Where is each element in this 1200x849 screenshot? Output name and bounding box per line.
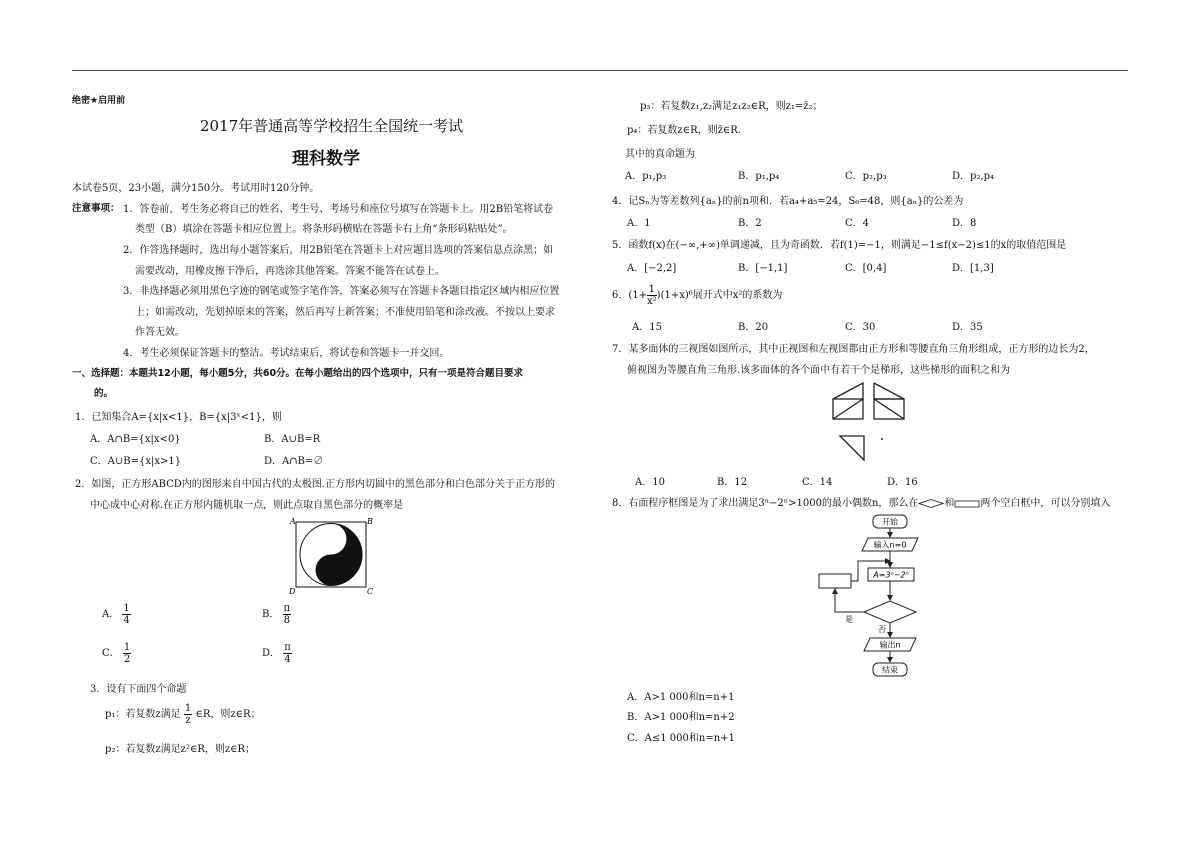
q8-text: 和 <box>944 498 955 509</box>
q1-option-d[interactable]: D．A∩B=∅ <box>264 456 324 467</box>
note-line: 2．作答选择题时，选出每小题答案后，用2B铅笔在答题卡上对应题目选项的答案信息点涂黑；如 <box>123 245 554 256</box>
p1-text: p₁：若复数z满足 <box>105 709 181 720</box>
three-view-figure <box>832 382 908 468</box>
q7-option-b[interactable]: B．12 <box>717 477 748 488</box>
q6-option-a[interactable]: A．15 <box>632 322 662 333</box>
figure-label-c: C <box>367 587 374 596</box>
fraction-denominator: x² <box>647 296 657 307</box>
flowchart <box>812 511 928 683</box>
notes-label: 注意事项： <box>72 203 120 214</box>
q8-option-c[interactable]: C．A≤1 000和n=n+1 <box>627 733 735 744</box>
confidential-label: 绝密★启用前 <box>72 96 126 106</box>
taiji-figure <box>288 514 378 596</box>
note-line: 类型（B）填涂在答题卡相应位置上。将条形码横贴在答题卡右上角“条形码粘贴处”。 <box>135 224 513 235</box>
flow-start-label: 开始 <box>882 517 898 527</box>
fraction-denominator: z <box>185 715 191 726</box>
fraction-denominator: 2 <box>123 654 131 665</box>
q6-text: 6．(1+ <box>612 290 648 301</box>
q5-option-b[interactable]: B．[−1,1] <box>738 263 788 274</box>
q1-option-b[interactable]: B．A∪B=R <box>264 434 321 445</box>
note-line: 上；如需改动，先划掉原来的答案，然后再写上新答案；不准使用铅笔和涂改液。不按以上要求 <box>135 307 555 318</box>
q7-option-c[interactable]: C．14 <box>802 477 833 488</box>
note-line: 作答无效。 <box>135 327 185 338</box>
q1-option-a[interactable]: A．A∩B={x|x<0} <box>90 434 181 445</box>
q3-option-d[interactable]: D．p₂,p₄ <box>952 171 995 182</box>
note-line: 3．非选择题必须用黑色字迹的钢笔或签字笔作答，答案必须写在答题卡各题目指定区域内相应位置 <box>123 286 560 297</box>
note-line: 需要改动，用橡皮擦干净后，再选涂其他答案。答案不能答在试卷上。 <box>135 266 445 277</box>
option-letter: B． <box>262 609 280 620</box>
flow-decision-blank <box>864 601 916 623</box>
q5-stem: 5．函数f(x)在(−∞,+∞)单调递减，且为奇函数．若f(1)=−1，则满足−1≤f(x−2)≤1的x的取值范围是 <box>612 240 1067 251</box>
q3-p2: p₂：若复数z满足z²∈R，则z∈R； <box>105 744 256 755</box>
q3-p3: p₃：若复数z₁,z₂满足z₁z₂∈R，则z₁=z̄₂； <box>640 101 823 112</box>
q4-option-b[interactable]: B．2 <box>738 218 762 229</box>
flow-assign-label: A=3ⁿ−2ⁿ <box>873 570 909 580</box>
q6-option-b[interactable]: B．20 <box>738 322 769 333</box>
q8-stem <box>612 494 1110 509</box>
q8-text: 两个空白框中，可以分别填入 <box>980 498 1111 509</box>
q8-option-b[interactable]: B．A>1 000和n=n+2 <box>627 712 735 723</box>
q5-option-d[interactable]: D．[1,3] <box>952 263 994 274</box>
q4-option-d[interactable]: D．8 <box>952 218 977 229</box>
fraction-denominator: 4 <box>284 654 291 665</box>
note-line: 4．考生必须保证答题卡的整洁。考试结束后，将试卷和答题卡一并交回。 <box>123 348 450 359</box>
q1-option-c[interactable]: C．A∪B={x|x>1} <box>90 456 182 467</box>
q8-text: 8．右面程序框图是为了求出满足3ⁿ−2ⁿ>1000的最小偶数n，那么在 <box>612 498 919 509</box>
q3-option-c[interactable]: C．p₂,p₃ <box>845 171 887 182</box>
fraction-numerator: 1 <box>123 642 131 653</box>
q2-stem: 2．如图，正方形ABCD内的图形来自中国古代的太极图.正方形内切圆中的黑色部分和白色部分关于正方形的 <box>75 479 555 490</box>
option-letter: D． <box>262 648 281 659</box>
top-rule <box>72 70 1128 71</box>
q3-p4: p₄：若复数z∈R，则z̄∈R. <box>627 125 741 136</box>
option-letter: C． <box>102 648 120 659</box>
front-view <box>833 383 863 419</box>
q3-option-b[interactable]: B．p₁,p₄ <box>738 171 780 182</box>
q8-option-a[interactable]: A．A>1 000和n=n+1 <box>627 692 735 703</box>
q4-stem: 4．记Sₙ为等差数列{aₙ}的前n项和．若a₄+a₅=24，S₆=48，则{aₙ}的公差为 <box>612 196 964 207</box>
flow-output-label: 输出n <box>879 640 901 650</box>
q4-option-c[interactable]: C．4 <box>845 218 870 229</box>
subject-title: 理科数学 <box>292 149 360 169</box>
exam-intro: 本试卷5页，23小题，满分150分。考试用时120分钟。 <box>72 183 320 194</box>
fraction-denominator: 8 <box>283 615 291 626</box>
q2-option-a[interactable] <box>102 603 131 626</box>
figure-label-a: A <box>290 517 296 526</box>
q7-option-a[interactable]: A．10 <box>635 477 665 488</box>
fraction-numerator: 1 <box>184 703 192 714</box>
q7-stem-cont: 俯视图为等腰直角三角形.该多面体的各个面中有若干个是梯形，这些梯形的面积之和为 <box>627 365 1011 376</box>
q4-option-a[interactable]: A．1 <box>627 218 651 229</box>
q6-text: )(1+x)⁶展开式中x²的系数为 <box>656 290 783 301</box>
q7-stem: 7．某多面体的三视图如图所示，其中正视图和左视图都由正方形和等腰直角三角形组成，正方形的边长为2， <box>612 344 1095 355</box>
q2-stem-cont: 中心成中心对称.在正方形内随机取一点，则此点取自黑色部分的概率是 <box>90 500 404 511</box>
q2-option-c[interactable] <box>102 642 131 665</box>
flow-input-label: 输入n=0 <box>873 540 907 550</box>
q3-stem: 3．设有下面四个命题 <box>90 684 187 695</box>
taiji-symbol <box>300 524 362 586</box>
q5-option-a[interactable]: A．[−2,2] <box>627 263 677 274</box>
option-letter: A． <box>102 609 120 620</box>
q7-option-d[interactable]: D．16 <box>887 477 918 488</box>
q6-option-c[interactable]: C．30 <box>845 322 876 333</box>
fraction-numerator: 1 <box>648 284 656 295</box>
q3-p1 <box>105 703 261 726</box>
flow-yes-label: 是 <box>845 615 853 624</box>
q5-option-c[interactable]: C．[0,4] <box>845 263 887 274</box>
q3-ask: 其中的真命题为 <box>625 149 695 160</box>
flow-end-label: 结束 <box>882 665 898 675</box>
rect-blank-icon <box>954 500 980 508</box>
top-view <box>840 436 883 460</box>
q2-option-b[interactable] <box>262 603 291 626</box>
fraction-denominator: 4 <box>123 615 130 626</box>
exam-title: 2017年普通高等学校招生全国统一考试 <box>200 117 464 135</box>
q6-stem <box>612 284 782 307</box>
section1-heading: 一、选择题：本题共12小题，每小题5分，共60分。在每小题给出的四个选项中，只有一项是符合题目要求 <box>72 368 524 379</box>
fraction-numerator: π <box>284 642 291 653</box>
p1-text: ∈R，则z∈R； <box>195 709 261 720</box>
figure-label-d: D <box>289 587 296 596</box>
q3-option-a[interactable]: A．p₁,p₃ <box>625 171 667 182</box>
q1-stem: 1．已知集合A={x|x<1}，B={x|3ˣ<1}，则 <box>75 412 282 423</box>
q6-option-d[interactable]: D．35 <box>952 322 983 333</box>
fraction-numerator: π <box>283 603 291 614</box>
figure-label-b: B <box>367 517 373 526</box>
side-view <box>874 383 904 419</box>
diamond-blank-icon <box>918 499 944 508</box>
section1-heading-cont: 的。 <box>94 388 114 399</box>
fraction-numerator: 1 <box>123 603 130 614</box>
q2-option-d[interactable] <box>262 642 292 665</box>
flow-process-blank <box>819 574 851 588</box>
note-line: 1．答卷前，考生务必将自己的姓名、考生号、考场号和座位号填写在答题卡上。用2B铅笔将试卷 <box>123 204 554 215</box>
flow-no-label: 否 <box>878 625 886 634</box>
